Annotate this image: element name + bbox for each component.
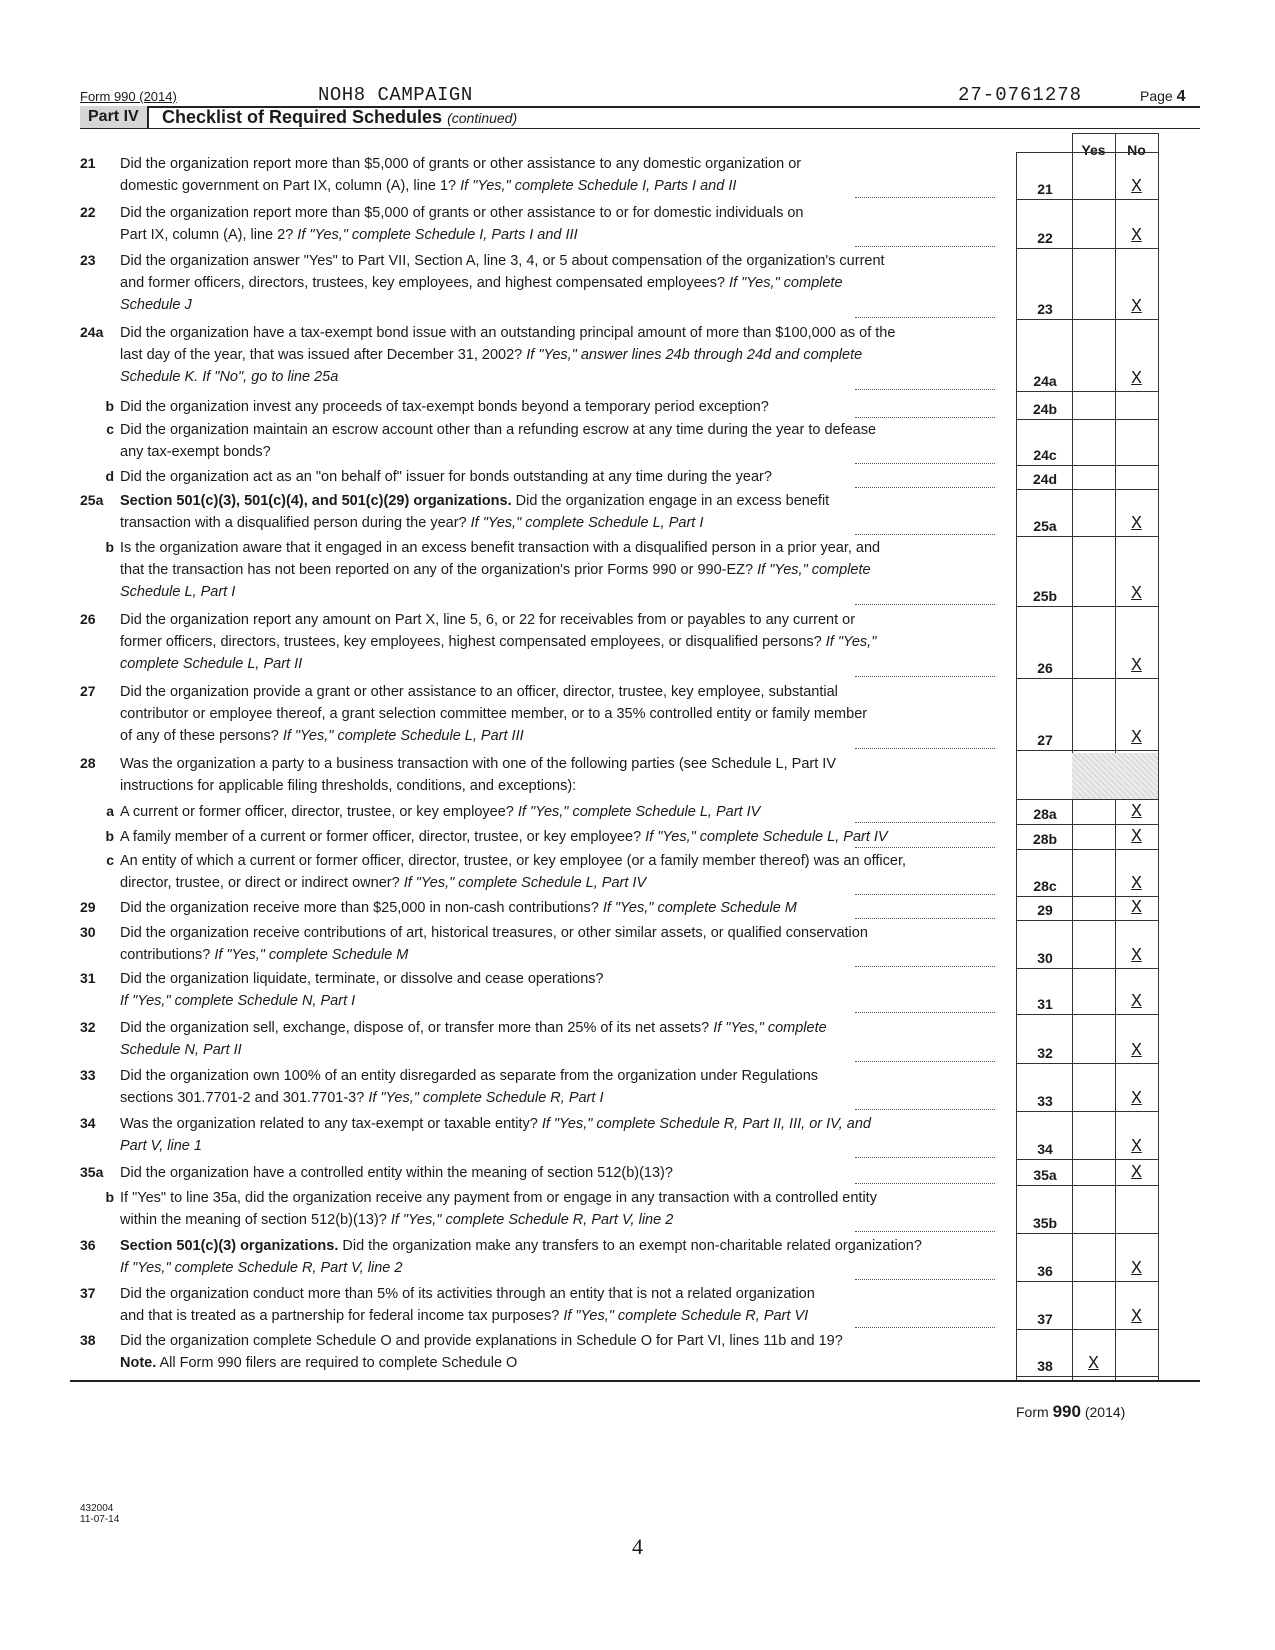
question-line: any tax-exempt bonds? (120, 444, 271, 460)
question-row (0, 897, 1275, 920)
question-row (0, 801, 1275, 824)
question-number: 37 (80, 1285, 96, 1301)
question-number: 29 (80, 899, 96, 915)
page-label: Page (1140, 88, 1173, 104)
question-row (0, 1113, 1275, 1159)
dot-leader (855, 475, 995, 488)
line-label: 36 (1037, 1263, 1053, 1279)
grid-row-line (1016, 1014, 1159, 1015)
question-row (0, 922, 1275, 968)
page-indicator (1140, 88, 1186, 106)
grid-row-line (1016, 391, 1159, 392)
question-line: Section 501(c)(3) organizations. Did the organization make any transfers to an exempt non-charitable related organization? (120, 1238, 922, 1254)
part-title (162, 106, 517, 128)
dot-leader (855, 1097, 995, 1110)
page-number: 4 (632, 1534, 643, 1559)
question-number: 28 (80, 755, 96, 771)
question-row (0, 826, 1275, 849)
question-line: A current or former officer, director, trustee, or key employee? If "Yes," complete Schedule L, Part IV (120, 804, 761, 820)
grid-row-line (1016, 319, 1159, 320)
no-checkbox[interactable]: X (1131, 992, 1142, 1012)
form-code (80, 1503, 119, 1525)
question-row (0, 1235, 1275, 1281)
question-row (0, 1162, 1275, 1185)
question-number: b (105, 828, 114, 844)
grid-row-line (1016, 799, 1159, 800)
question-line: transaction with a disqualified person during the year? If "Yes," complete Schedule L, Part I (120, 515, 704, 531)
yes-column-header: Yes (1081, 142, 1106, 158)
question-line: Did the organization act as an "on behalf of" issuer for bonds outstanding at any time during the year? (120, 469, 772, 485)
question-line: Did the organization provide a grant or other assistance to an officer, director, trustee, key employee, substantial (120, 684, 838, 700)
line-label: 23 (1037, 301, 1053, 317)
grid-row-line (1016, 1159, 1159, 1160)
question-number: c (106, 421, 114, 437)
no-checkbox[interactable]: X (1131, 1259, 1142, 1279)
question-line: Did the organization liquidate, terminate, or dissolve and cease operations? (120, 971, 604, 987)
grid-row-line (1016, 750, 1159, 751)
question-row (0, 202, 1275, 248)
no-checkbox[interactable]: X (1131, 946, 1142, 966)
line-label: 38 (1037, 1358, 1053, 1374)
question-row (0, 466, 1275, 489)
question-line: Did the organization report more than $5,000 of grants or other assistance to or for domestic individuals on (120, 205, 804, 221)
question-row (0, 419, 1275, 465)
question-number: 25a (80, 492, 104, 508)
line-label: 37 (1037, 1311, 1053, 1327)
question-row (0, 322, 1275, 391)
dot-leader (855, 305, 995, 318)
question-line: An entity of which a current or former officer, director, trustee, or key employee (or a family member thereof) was an officer, (120, 853, 907, 869)
question-line: director, trustee, or direct or indirect owner? If "Yes," complete Schedule L, Part IV (120, 875, 647, 891)
question-number: b (105, 539, 114, 555)
grid-row-line (1016, 1281, 1159, 1282)
dot-leader (855, 810, 995, 823)
question-line: Did the organization report more than $5,000 of grants or other assistance to any domestic organization or (120, 156, 802, 172)
organization-name: NOH8 CAMPAIGN (318, 84, 473, 106)
question-line: complete Schedule L, Part II (120, 656, 303, 672)
no-checkbox[interactable]: X (1131, 226, 1142, 246)
question-line: Did the organization have a tax-exempt bond issue with an outstanding principal amount of more than $100,000 as of the (120, 325, 896, 341)
table-bottom-rule (70, 1380, 1200, 1382)
no-checkbox[interactable]: X (1131, 1307, 1142, 1327)
dot-leader (855, 377, 995, 390)
question-line: Did the organization answer "Yes" to Part VII, Section A, line 3, 4, or 5 about compensation of the organization's current (120, 253, 885, 269)
question-line: Did the organization own 100% of an entity disregarded as separate from the organization under Regulations (120, 1068, 819, 1084)
shaded-cell (1072, 753, 1158, 799)
no-checkbox[interactable]: X (1131, 802, 1142, 822)
line-label: 22 (1037, 230, 1053, 246)
question-number: 30 (80, 924, 96, 940)
question-line: Did the organization sell, exchange, dispose of, or transfer more than 25% of its net assets? If "Yes," complete (120, 1020, 827, 1036)
question-row (0, 490, 1275, 536)
question-line: of any of these persons? If "Yes," complete Schedule L, Part III (120, 728, 524, 744)
question-line: Part IX, column (A), line 2? If "Yes," complete Schedule I, Parts I and III (120, 227, 578, 243)
grid-row-line (1016, 920, 1159, 921)
footer-form-num: 990 (1052, 1402, 1081, 1421)
question-row (0, 850, 1275, 896)
question-row (0, 1187, 1275, 1233)
question-line: Did the organization receive contributions of art, historical treasures, or other similar assets, or qualified conservation (120, 925, 868, 941)
question-line: sections 301.7701-2 and 301.7701-3? If "Yes," complete Schedule R, Part I (120, 1090, 604, 1106)
question-number: 22 (80, 204, 96, 220)
dot-leader (855, 592, 995, 605)
question-number: b (105, 398, 114, 414)
line-label: 33 (1037, 1093, 1053, 1109)
question-number: 32 (80, 1019, 96, 1035)
question-line: Section 501(c)(3), 501(c)(4), and 501(c)(29) organizations. Did the organization engage in an excess benefit (120, 493, 830, 509)
question-number: 21 (80, 155, 96, 171)
dot-leader (855, 1315, 995, 1328)
line-label: 28c (1033, 878, 1057, 894)
question-line: contributor or employee thereof, a grant selection committee member, or to a 35% controlled entity or family member (120, 706, 868, 722)
question-line: Is the organization aware that it engaged in an excess benefit transaction with a disqualified person in a prior year, and (120, 540, 881, 556)
no-checkbox[interactable]: X (1131, 656, 1142, 676)
grid-row-line (1016, 1233, 1159, 1234)
form-header (80, 86, 1200, 106)
part-title-bar (80, 106, 1200, 128)
question-number: 35a (80, 1164, 104, 1180)
dot-leader (855, 835, 995, 848)
question-row (0, 1017, 1275, 1063)
line-label: 32 (1037, 1045, 1053, 1061)
no-checkbox[interactable]: X (1131, 584, 1142, 604)
page-num: 4 (1176, 88, 1186, 105)
form-id: Form 990 (2014) (80, 89, 177, 104)
dot-leader (855, 185, 995, 198)
question-line: and former officers, directors, trustees, key employees, and highest compensated employees? If "Yes," complete (120, 275, 843, 291)
part-tag: Part IV (80, 106, 149, 128)
line-label: 25b (1032, 588, 1058, 604)
dot-leader (855, 664, 995, 677)
dot-leader (855, 1219, 995, 1232)
grid-row-line (1016, 199, 1159, 200)
question-number: 33 (80, 1067, 96, 1083)
question-line: A family member of a current or former officer, director, trustee, or key employee? If "Yes," complete Schedule L, Part IV (120, 829, 888, 845)
part-title-text: Checklist of Required Schedules (162, 107, 443, 127)
line-label: 24a (1033, 373, 1057, 389)
question-number: 31 (80, 970, 96, 986)
question-number: b (105, 1189, 114, 1205)
line-label: 24d (1032, 471, 1058, 487)
question-line: Schedule N, Part II (120, 1042, 242, 1058)
question-number: 36 (80, 1237, 96, 1253)
line-label: 26 (1037, 660, 1053, 676)
line-label: 29 (1037, 902, 1053, 918)
part-rule (80, 128, 1200, 129)
line-label: 25a (1033, 518, 1057, 534)
no-column-header: No (1127, 142, 1146, 158)
question-number: 26 (80, 611, 96, 627)
dot-leader (855, 522, 995, 535)
dot-leader (855, 451, 995, 464)
line-label: 35a (1033, 1167, 1057, 1183)
question-row (0, 681, 1275, 750)
dot-leader (855, 234, 995, 247)
question-number: 27 (80, 683, 96, 699)
yes-checkbox[interactable]: X (1088, 1354, 1099, 1374)
no-checkbox[interactable]: X (1131, 177, 1142, 197)
no-checkbox[interactable]: X (1131, 369, 1142, 389)
question-text (120, 753, 1000, 797)
dot-leader (855, 1171, 995, 1184)
line-label: 28a (1033, 806, 1057, 822)
grid-row-line (1016, 606, 1159, 607)
question-line: Did the organization report any amount on Part X, line 5, 6, or 22 for receivables from or payables to any current or (120, 612, 856, 628)
dot-leader (855, 1000, 995, 1013)
grid-row-line (1016, 824, 1159, 825)
no-checkbox[interactable]: X (1131, 1041, 1142, 1061)
question-number: 34 (80, 1115, 96, 1131)
line-label: 24c (1033, 447, 1057, 463)
question-line: Was the organization a party to a business transaction with one of the following parties (see Schedule L, Part IV (120, 756, 837, 772)
ein: 27-0761278 (958, 84, 1083, 106)
question-line: Did the organization invest any proceeds of tax-exempt bonds beyond a temporary period exception? (120, 399, 769, 415)
no-checkbox[interactable]: X (1131, 827, 1142, 847)
question-number: d (105, 468, 114, 484)
dot-leader (855, 882, 995, 895)
question-row (0, 250, 1275, 319)
no-checkbox[interactable]: X (1131, 1163, 1142, 1183)
question-row (0, 1283, 1275, 1329)
form-code-number: 432004 (80, 1503, 114, 1514)
question-line: If "Yes," complete Schedule R, Part V, line 2 (120, 1260, 403, 1276)
question-line: Schedule J (120, 297, 192, 313)
question-line: last day of the year, that was issued after December 31, 2002? If "Yes," answer lines 24b through 24d and complete (120, 347, 863, 363)
dot-leader (855, 1049, 995, 1062)
question-text (120, 1330, 1000, 1374)
question-row (0, 537, 1275, 606)
dot-leader (855, 1145, 995, 1158)
question-line: If "Yes" to line 35a, did the organization receive any payment from or engage in any transaction with a controlled entity (120, 1190, 877, 1206)
no-checkbox[interactable]: X (1131, 898, 1142, 918)
question-row (0, 396, 1275, 419)
question-line: instructions for applicable filing thresholds, conditions, and exceptions): (120, 778, 577, 794)
grid-row-line (1016, 1063, 1159, 1064)
question-line: and that is treated as a partnership for federal income tax purposes? If "Yes," complete Schedule R, Part VI (120, 1308, 809, 1324)
question-line: Was the organization related to any tax-exempt or taxable entity? If "Yes," complete Schedule R, Part II, III, or IV, and (120, 1116, 871, 1132)
line-label: 24b (1032, 401, 1058, 417)
question-line: former officers, directors, trustees, key employees, highest compensated employees, or disqualified persons? If "Yes," (120, 634, 877, 650)
question-line: Did the organization conduct more than 5% of its activities through an entity that is not a related organization (120, 1286, 815, 1302)
footer-form-year: (2014) (1084, 1404, 1126, 1420)
no-checkbox[interactable]: X (1131, 1137, 1142, 1157)
grid-row-line (1016, 248, 1159, 249)
grid-header-top (1072, 133, 1158, 134)
question-line: contributions? If "Yes," complete Schedule M (120, 947, 409, 963)
question-row (0, 1065, 1275, 1111)
no-checkbox[interactable]: X (1131, 874, 1142, 894)
grid-row-line (1016, 678, 1159, 679)
question-line: Note. All Form 990 filers are required to complete Schedule O (120, 1355, 518, 1371)
question-row (0, 968, 1275, 1014)
question-row (0, 153, 1275, 199)
question-line: within the meaning of section 512(b)(13)? If "Yes," complete Schedule R, Part V, line 2 (120, 1212, 674, 1228)
no-checkbox[interactable]: X (1131, 297, 1142, 317)
dot-leader (855, 736, 995, 749)
question-number: c (106, 852, 114, 868)
part-continued: (continued) (447, 110, 518, 126)
question-line: Did the organization maintain an escrow account other than a refunding escrow at any time during the year to defease (120, 422, 877, 438)
line-label: 35b (1032, 1215, 1058, 1231)
dot-leader (855, 1267, 995, 1280)
question-line: Did the organization receive more than $25,000 in non-cash contributions? If "Yes," complete Schedule M (120, 900, 797, 916)
footer-form-pre: Form (1016, 1404, 1049, 1420)
dot-leader (855, 954, 995, 967)
no-checkbox[interactable]: X (1131, 1089, 1142, 1109)
question-line: Did the organization have a controlled entity within the meaning of section 512(b)(13)? (120, 1165, 673, 1181)
question-line: that the transaction has not been reported on any of the organization's prior Forms 990 or 990-EZ? If "Yes," complete (120, 562, 871, 578)
no-checkbox[interactable]: X (1131, 728, 1142, 748)
question-row (0, 753, 1275, 799)
question-line: Did the organization complete Schedule O and provide explanations in Schedule O for Part VI, lines 11b and 19? (120, 1333, 843, 1349)
grid-row-line (1016, 1376, 1159, 1377)
line-label: 34 (1037, 1141, 1053, 1157)
dot-leader (855, 906, 995, 919)
grid-row-line (1016, 1111, 1159, 1112)
form-code-date: 11-07-14 (80, 1514, 120, 1525)
line-label: 27 (1037, 732, 1053, 748)
form-footer (1016, 1402, 1125, 1422)
question-number: 38 (80, 1332, 96, 1348)
question-number: 24a (80, 324, 104, 340)
question-line: Part V, line 1 (120, 1138, 202, 1154)
question-line: Schedule L, Part I (120, 584, 236, 600)
no-checkbox[interactable]: X (1131, 514, 1142, 534)
question-number: 23 (80, 252, 96, 268)
question-line: domestic government on Part IX, column (A), line 1? If "Yes," complete Schedule I, Parts I and II (120, 178, 737, 194)
question-line: If "Yes," complete Schedule N, Part I (120, 993, 356, 1009)
dot-leader (855, 405, 995, 418)
question-row (0, 609, 1275, 678)
line-label: 21 (1037, 181, 1053, 197)
question-number: a (106, 803, 114, 819)
line-label: 31 (1037, 996, 1053, 1012)
question-line: Schedule K. If "No", go to line 25a (120, 369, 339, 385)
question-row (0, 1330, 1275, 1376)
grid-row-line (1016, 1185, 1159, 1186)
line-label: 30 (1037, 950, 1053, 966)
line-label: 28b (1032, 831, 1058, 847)
